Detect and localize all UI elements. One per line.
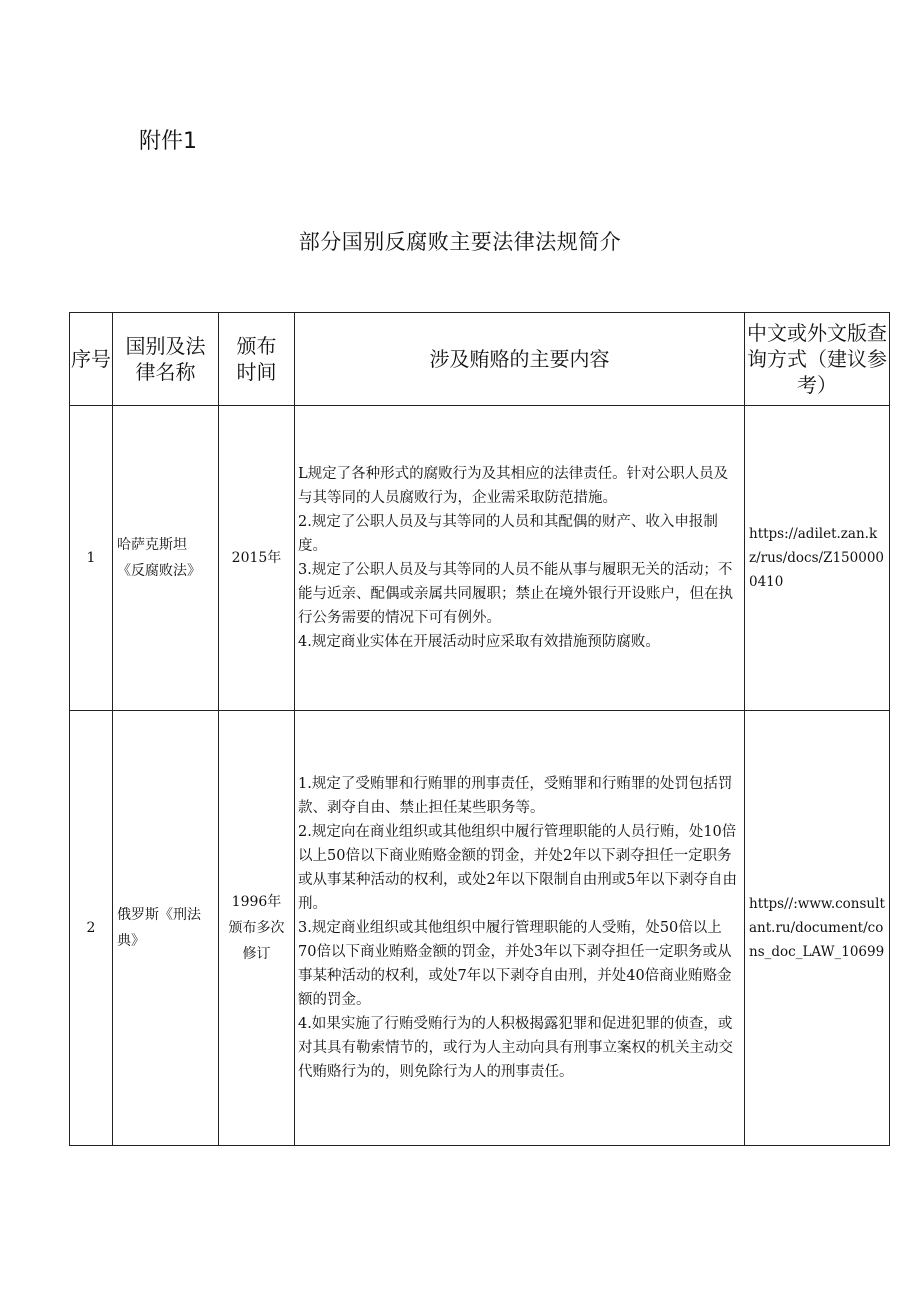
query-url[interactable]: https://adilet.zan.kz/rus/docs/Z1500000410 — [745, 406, 890, 711]
attachment-label: 附件1 — [139, 129, 197, 154]
header-content: 涉及贿赂的主要内容 — [295, 313, 745, 406]
document-title: 部分国别反腐败主要法律法规简介 — [298, 230, 622, 254]
table-row — [70, 711, 890, 1146]
law-table — [69, 312, 890, 1146]
promulgation-date: 2015年 — [219, 406, 295, 711]
header-query: 中文或外文版查询方式（建议参考） — [745, 313, 890, 406]
row-number: 1 — [70, 406, 113, 711]
law-name: 哈萨克斯坦《反腐败法》 — [113, 406, 219, 711]
content-item: 2.规定向在商业组织或其他组织中履行管理职能的人员行贿，处10倍以上50倍以下商业贿赂金额的罚金，并处2年以下剥夺担任一定职务或从事某种活动的权利，或处2年以下限制自由刑或5年以下剥夺自由刑。 — [298, 824, 737, 912]
table-row — [70, 406, 890, 711]
content-item: 4.规定商业实体在开展活动时应采取有效措施预防腐败。 — [298, 634, 660, 650]
header-no: 序号 — [70, 313, 113, 406]
content-item: 1.规定了受贿罪和行贿罪的刑事责任，受贿罪和行贿罪的处罚包括罚款、剥夺自由、禁止担任某些职务等。 — [298, 776, 733, 816]
law-name: 俄罗斯《刑法典》 — [113, 711, 219, 1146]
main-content — [295, 711, 745, 1146]
header-date: 颁布时间 — [219, 313, 295, 406]
content-item: 3.规定商业组织或其他组织中履行管理职能的人受贿，处50倍以上70倍以下商业贿赂金额的罚金，并处3年以下剥夺担任一定职务或从事某种活动的权利，或处7年以下剥夺自由刑，并处40倍商业贿赂金额的罚金。 — [298, 920, 732, 1008]
content-item: L规定了各种形式的腐败行为及其相应的法律责任。针对公职人员及与其等同的人员腐败行为，企业需采取防范措施。 — [298, 466, 729, 506]
query-url[interactable]: https//:www.consultant.ru/document/cons_doc_LAW_10699 — [745, 711, 890, 1146]
header-name: 国别及法律名称 — [113, 313, 219, 406]
table-header-row — [70, 313, 890, 406]
row-number: 2 — [70, 711, 113, 1146]
content-item: 2.规定了公职人员及与其等同的人员和其配偶的财产、收入申报制度。 — [298, 514, 718, 554]
promulgation-date: 1996年颁布多次修订 — [219, 711, 295, 1146]
main-content — [295, 406, 745, 711]
content-item: 3.规定了公职人员及与其等同的人员不能从事与履职无关的活动；不能与近亲、配偶或亲属共同履职；禁止在境外银行开设账户，但在执行公务需要的情况下可有例外。 — [298, 562, 733, 626]
content-item: 4.如果实施了行贿受贿行为的人积极揭露犯罪和促进犯罪的侦查，或对其具有勒索情节的，或行为人主动向具有刑事立案权的机关主动交代贿赂行为的，则免除行为人的刑事责任。 — [298, 1016, 733, 1080]
